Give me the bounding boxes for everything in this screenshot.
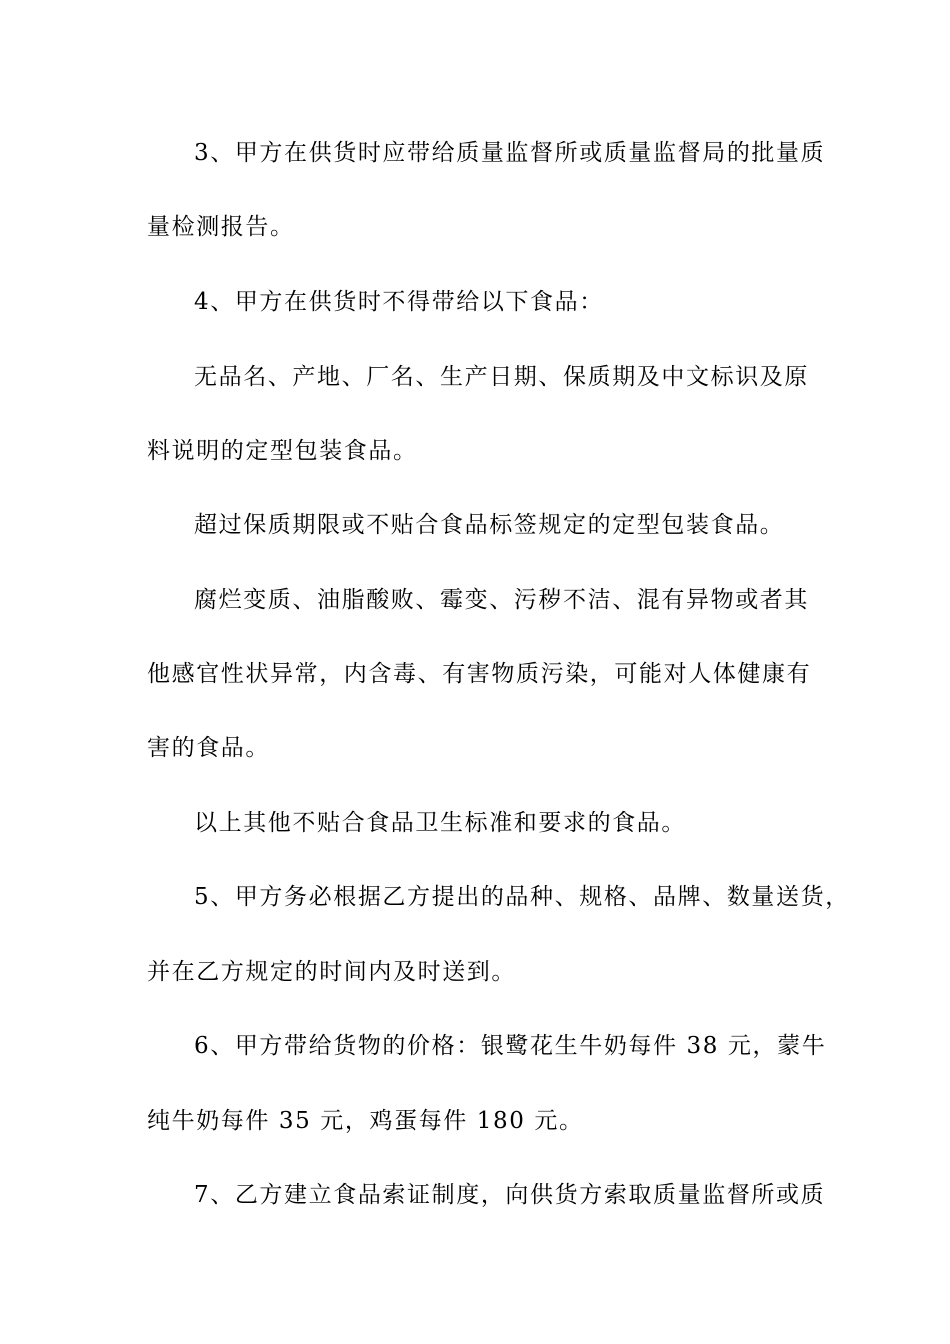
paragraph-line: 无品名、产地、厂名、生产日期、保质期及中文标识及原 [194, 364, 809, 390]
paragraph-line: 量检测报告。 [147, 214, 295, 240]
paragraph-line: 4、甲方在供货时不得带给以下食品： [194, 289, 604, 315]
paragraph-line: 5、甲方务必根据乙方提出的品种、规格、品牌、数量送货， [194, 884, 850, 910]
paragraph-line: 纯牛奶每件 35 元，鸡蛋每件 180 元。 [147, 1108, 584, 1134]
paragraph-line: 超过保质期限或不贴合食品标签规定的定型包装食品。 [194, 512, 785, 538]
paragraph-line: 3、甲方在供货时应带给质量监督所或质量监督局的批量质 [194, 140, 826, 166]
paragraph-line: 6、甲方带给货物的价格：银鹭花生牛奶每件 38 元，蒙牛 [194, 1033, 827, 1059]
paragraph-line: 并在乙方规定的时间内及时送到。 [147, 959, 516, 985]
paragraph-line: 腐烂变质、油脂酸败、霉变、污秽不洁、混有异物或者其 [194, 587, 809, 613]
paragraph-line: 害的食品。 [147, 735, 270, 761]
paragraph-line: 料说明的定型包装食品。 [147, 438, 418, 464]
paragraph-line: 7、乙方建立食品索证制度，向供货方索取质量监督所或质 [194, 1182, 826, 1208]
paragraph-line: 他感官性状异常，内含毒、有害物质污染，可能对人体健康有 [147, 661, 812, 687]
paragraph-line: 以上其他不贴合食品卫生标准和要求的食品。 [194, 810, 686, 836]
